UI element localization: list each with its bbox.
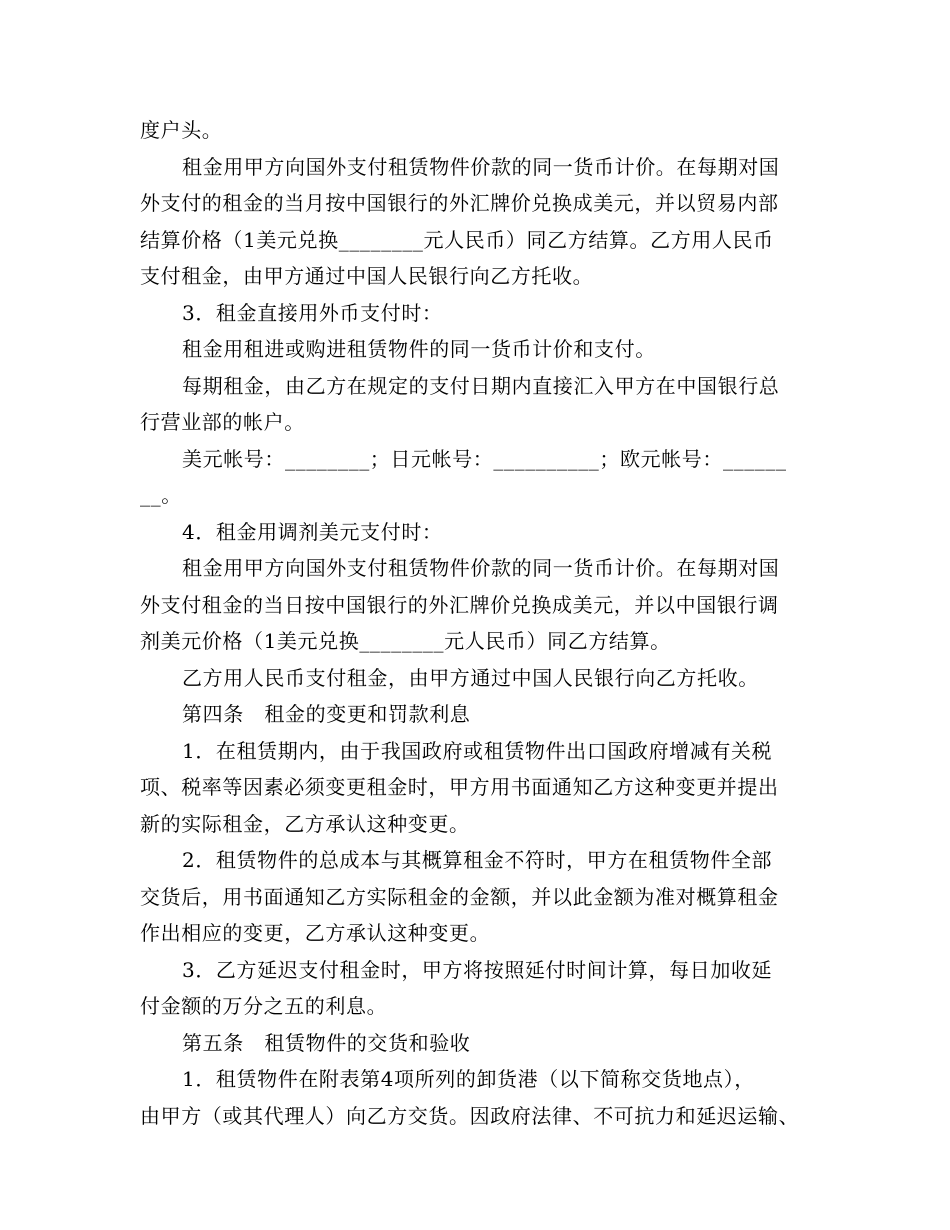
text-line: 行营业部的帐户。 <box>140 410 305 434</box>
document-body <box>140 112 820 1134</box>
text-line: 剂美元价格（1美元兑换________元人民币）同乙方结算。 <box>140 629 671 653</box>
text-line: 项、税率等因素必须变更租金时，甲方用书面通知乙方这种变更并提出 <box>140 775 779 799</box>
text-line: 租金用甲方向国外支付租赁物件价款的同一货币计价。在每期对国 <box>182 154 780 179</box>
text-line: 第五条 租赁物件的交货和验收 <box>182 1030 471 1055</box>
text-line: 作出相应的变更，乙方承认这种变更。 <box>140 921 491 945</box>
text-line: 结算价格（1美元兑换________元人民币）同乙方结算。乙方用人民币 <box>140 227 774 252</box>
text-line: 租金用甲方向国外支付租赁物件价款的同一货币计价。在每期对国 <box>182 556 780 580</box>
text-line: 交货后，用书面通知乙方实际租金的金额，并以此金额为准对概算租金 <box>140 884 779 909</box>
text-line: 付金额的万分之五的利息。 <box>140 994 388 1018</box>
text-line: 3．租金直接用外币支付时： <box>182 300 443 325</box>
text-line: 外支付租金的当日按中国银行的外汇牌价兑换成美元，并以中国银行调 <box>140 592 779 617</box>
text-line: 外支付的租金的当月按中国银行的外汇牌价兑换成美元，并以贸易内部 <box>140 191 779 215</box>
text-line: 1．在租赁期内，由于我国政府或租赁物件出口国政府增减有关税 <box>182 738 773 763</box>
text-line: 乙方用人民币支付租金，由甲方通过中国人民银行向乙方托收。 <box>182 665 759 690</box>
text-line: 2．租赁物件的总成本与其概算租金不符时，甲方在租赁物件全部 <box>182 848 773 872</box>
text-line: 每期租金，由乙方在规定的支付日期内直接汇入甲方在中国银行总 <box>182 373 780 398</box>
text-line: 新的实际租金，乙方承认这种变更。 <box>140 811 470 836</box>
text-line: 美元帐号：________；日元帐号：__________；欧元帐号：______ <box>182 446 787 471</box>
text-line: 第四条 租金的变更和罚款利息 <box>182 702 471 726</box>
text-line: __。 <box>140 483 182 507</box>
text-line: 4．租金用调剂美元支付时： <box>182 519 443 544</box>
text-line: 支付租金，由甲方通过中国人民银行向乙方托收。 <box>140 264 594 288</box>
text-line: 1．租赁物件在附表第4项所列的卸货港（以下简称交货地点）， <box>182 1067 755 1091</box>
text-line: 3．乙方延迟支付租金时，甲方将按照延付时间计算，每日加收延 <box>182 957 773 982</box>
text-line: 度户头。 <box>140 118 223 142</box>
text-line: 由甲方（或其代理人）向乙方交货。因政府法律、不可抗力和延迟运输、 <box>140 1103 800 1128</box>
text-line: 租金用租进或购进租赁物件的同一货币计价和支付。 <box>182 337 656 361</box>
